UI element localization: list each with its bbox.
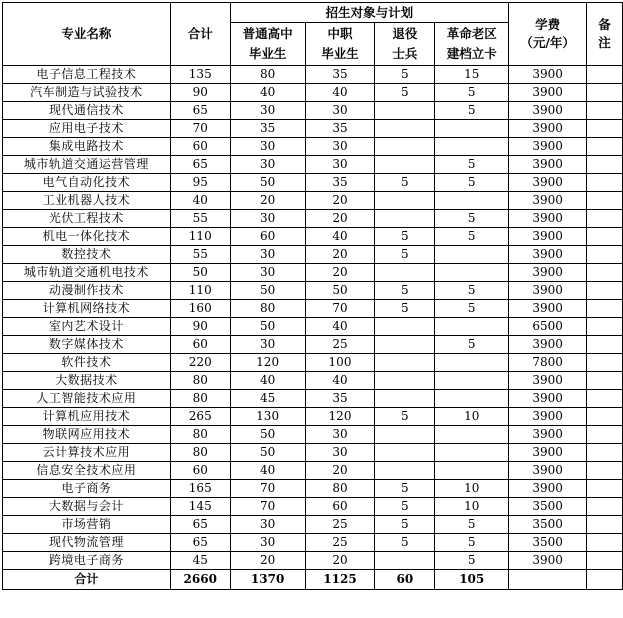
cell-major-name: 大数据技术 [3, 372, 171, 390]
cell-high-school: 50 [230, 426, 305, 444]
cell-vocational: 30 [305, 426, 375, 444]
cell-old-revolutionary: 5 [435, 84, 509, 102]
cell-old-revolutionary [435, 462, 509, 480]
cell-fee: 3900 [509, 210, 587, 228]
cell-veterans [375, 102, 435, 120]
cell-veterans [375, 390, 435, 408]
cell-major-name: 大数据与会计 [3, 498, 171, 516]
table-row [3, 102, 623, 120]
cell-remark [587, 426, 623, 444]
cell-remark [587, 102, 623, 120]
cell-high-school: 30 [230, 102, 305, 120]
cell-remark [587, 462, 623, 480]
cell-high-school: 50 [230, 318, 305, 336]
cell-high-school: 40 [230, 84, 305, 102]
total-cell-fee [509, 570, 587, 590]
total-cell-old-revolutionary: 105 [435, 570, 509, 590]
cell-old-revolutionary [435, 192, 509, 210]
cell-old-revolutionary: 5 [435, 552, 509, 570]
cell-veterans [375, 192, 435, 210]
cell-major-name: 电气自动化技术 [3, 174, 171, 192]
cell-total: 70 [170, 120, 230, 138]
cell-high-school: 30 [230, 210, 305, 228]
cell-remark [587, 534, 623, 552]
cell-remark [587, 210, 623, 228]
cell-vocational: 25 [305, 516, 375, 534]
header-vocational-line2: 毕业生 [321, 46, 359, 61]
cell-total: 145 [170, 498, 230, 516]
cell-fee: 3900 [509, 282, 587, 300]
header-high-school-line1: 普通高中 [242, 26, 293, 41]
cell-remark [587, 480, 623, 498]
cell-high-school: 20 [230, 192, 305, 210]
total-cell-remark [587, 570, 623, 590]
cell-old-revolutionary [435, 444, 509, 462]
cell-vocational: 35 [305, 120, 375, 138]
cell-major-name: 计算机网络技术 [3, 300, 171, 318]
cell-total: 65 [170, 534, 230, 552]
table-row [3, 498, 623, 516]
header-old-revolutionary-line2: 建档立卡 [446, 46, 497, 61]
cell-veterans: 5 [375, 516, 435, 534]
total-row [3, 570, 623, 590]
cell-veterans: 5 [375, 408, 435, 426]
cell-major-name: 电子商务 [3, 480, 171, 498]
table-body [3, 66, 623, 590]
cell-remark [587, 552, 623, 570]
cell-remark [587, 300, 623, 318]
table-row [3, 264, 623, 282]
table-row [3, 192, 623, 210]
cell-old-revolutionary: 5 [435, 156, 509, 174]
cell-vocational: 40 [305, 84, 375, 102]
cell-fee: 3500 [509, 516, 587, 534]
cell-total: 135 [170, 66, 230, 84]
cell-old-revolutionary: 10 [435, 408, 509, 426]
table-row [3, 84, 623, 102]
cell-old-revolutionary [435, 318, 509, 336]
cell-remark [587, 228, 623, 246]
table-row [3, 516, 623, 534]
cell-major-name: 现代物流管理 [3, 534, 171, 552]
cell-fee: 3900 [509, 228, 587, 246]
enrollment-plan-table-container [2, 2, 623, 590]
header-fee-line1: 学费 [535, 17, 561, 32]
cell-fee: 3900 [509, 66, 587, 84]
cell-fee: 3900 [509, 426, 587, 444]
header-veterans-line1: 退役 [392, 26, 418, 41]
cell-remark [587, 156, 623, 174]
cell-vocational: 25 [305, 534, 375, 552]
cell-major-name: 人工智能技术应用 [3, 390, 171, 408]
cell-total: 90 [170, 84, 230, 102]
cell-total: 60 [170, 462, 230, 480]
cell-remark [587, 354, 623, 372]
cell-veterans [375, 552, 435, 570]
cell-remark [587, 174, 623, 192]
cell-total: 60 [170, 138, 230, 156]
cell-high-school: 80 [230, 300, 305, 318]
cell-fee: 3900 [509, 390, 587, 408]
cell-fee: 3900 [509, 462, 587, 480]
table-row [3, 156, 623, 174]
cell-high-school: 70 [230, 498, 305, 516]
cell-remark [587, 84, 623, 102]
cell-vocational: 25 [305, 336, 375, 354]
cell-total: 160 [170, 300, 230, 318]
cell-fee: 3900 [509, 552, 587, 570]
table-row [3, 246, 623, 264]
cell-old-revolutionary: 5 [435, 102, 509, 120]
cell-veterans [375, 444, 435, 462]
cell-major-name: 市场营销 [3, 516, 171, 534]
cell-old-revolutionary: 5 [435, 534, 509, 552]
cell-major-name: 数字媒体技术 [3, 336, 171, 354]
cell-vocational: 35 [305, 66, 375, 84]
cell-total: 80 [170, 444, 230, 462]
table-row [3, 138, 623, 156]
cell-high-school: 50 [230, 282, 305, 300]
cell-remark [587, 264, 623, 282]
cell-fee: 3900 [509, 192, 587, 210]
table-row [3, 210, 623, 228]
header-plan-group: 招生对象与计划 [230, 3, 508, 23]
cell-high-school: 50 [230, 444, 305, 462]
cell-veterans: 5 [375, 480, 435, 498]
cell-major-name: 电子信息工程技术 [3, 66, 171, 84]
cell-veterans [375, 372, 435, 390]
cell-remark [587, 318, 623, 336]
cell-vocational: 20 [305, 192, 375, 210]
cell-remark [587, 336, 623, 354]
header-high-school-line2: 毕业生 [248, 46, 287, 61]
cell-vocational: 20 [305, 462, 375, 480]
cell-remark [587, 390, 623, 408]
cell-fee: 3900 [509, 174, 587, 192]
cell-total: 110 [170, 228, 230, 246]
cell-high-school: 70 [230, 480, 305, 498]
cell-high-school: 20 [230, 552, 305, 570]
table-row [3, 174, 623, 192]
cell-veterans [375, 210, 435, 228]
table-row [3, 354, 623, 372]
table-row [3, 336, 623, 354]
cell-major-name: 现代通信技术 [3, 102, 171, 120]
header-total: 合计 [170, 3, 230, 66]
cell-high-school: 30 [230, 246, 305, 264]
cell-fee: 3500 [509, 498, 587, 516]
cell-high-school: 80 [230, 66, 305, 84]
cell-veterans [375, 462, 435, 480]
cell-old-revolutionary: 5 [435, 300, 509, 318]
cell-total: 65 [170, 102, 230, 120]
header-old-revolutionary [435, 23, 509, 66]
cell-vocational: 30 [305, 444, 375, 462]
table-row [3, 426, 623, 444]
cell-high-school: 30 [230, 534, 305, 552]
cell-high-school: 30 [230, 336, 305, 354]
cell-old-revolutionary [435, 390, 509, 408]
cell-major-name: 光伏工程技术 [3, 210, 171, 228]
cell-vocational: 35 [305, 174, 375, 192]
header-old-revolutionary-line1: 革命老区 [446, 26, 497, 41]
cell-high-school: 45 [230, 390, 305, 408]
table-row [3, 372, 623, 390]
table-row [3, 480, 623, 498]
cell-veterans [375, 138, 435, 156]
total-cell-high-school: 1370 [230, 570, 305, 590]
cell-fee: 3900 [509, 120, 587, 138]
cell-fee: 3900 [509, 372, 587, 390]
cell-fee: 3900 [509, 102, 587, 120]
cell-major-name: 机电一体化技术 [3, 228, 171, 246]
cell-major-name: 室内艺术设计 [3, 318, 171, 336]
cell-fee: 3900 [509, 156, 587, 174]
cell-total: 80 [170, 390, 230, 408]
header-fee-line2: （元/年） [520, 35, 575, 50]
header-vocational-line1: 中职 [327, 26, 353, 41]
cell-remark [587, 282, 623, 300]
cell-vocational: 20 [305, 246, 375, 264]
cell-major-name: 云计算技术应用 [3, 444, 171, 462]
cell-remark [587, 192, 623, 210]
cell-old-revolutionary: 5 [435, 210, 509, 228]
cell-total: 45 [170, 552, 230, 570]
table-row [3, 552, 623, 570]
cell-high-school: 40 [230, 462, 305, 480]
cell-fee: 3900 [509, 246, 587, 264]
cell-fee: 3900 [509, 480, 587, 498]
cell-major-name: 工业机器人技术 [3, 192, 171, 210]
table-row [3, 444, 623, 462]
cell-old-revolutionary: 5 [435, 228, 509, 246]
header-remark [587, 3, 623, 66]
cell-vocational: 120 [305, 408, 375, 426]
cell-vocational: 20 [305, 552, 375, 570]
cell-vocational: 70 [305, 300, 375, 318]
cell-fee: 7800 [509, 354, 587, 372]
cell-veterans [375, 120, 435, 138]
cell-high-school: 30 [230, 138, 305, 156]
cell-old-revolutionary [435, 264, 509, 282]
cell-vocational: 30 [305, 156, 375, 174]
table-row [3, 228, 623, 246]
cell-old-revolutionary [435, 372, 509, 390]
cell-high-school: 30 [230, 156, 305, 174]
cell-remark [587, 444, 623, 462]
cell-major-name: 应用电子技术 [3, 120, 171, 138]
table-row [3, 318, 623, 336]
cell-total: 55 [170, 246, 230, 264]
enrollment-plan-table [2, 2, 623, 590]
cell-remark [587, 372, 623, 390]
cell-total: 165 [170, 480, 230, 498]
cell-old-revolutionary [435, 354, 509, 372]
cell-total: 95 [170, 174, 230, 192]
cell-total: 265 [170, 408, 230, 426]
cell-old-revolutionary: 5 [435, 174, 509, 192]
table-row [3, 282, 623, 300]
cell-high-school: 30 [230, 516, 305, 534]
cell-veterans [375, 336, 435, 354]
cell-fee: 6500 [509, 318, 587, 336]
cell-vocational: 80 [305, 480, 375, 498]
cell-remark [587, 120, 623, 138]
cell-vocational: 40 [305, 228, 375, 246]
cell-total: 110 [170, 282, 230, 300]
cell-remark [587, 408, 623, 426]
cell-vocational: 35 [305, 390, 375, 408]
cell-old-revolutionary: 5 [435, 336, 509, 354]
cell-old-revolutionary [435, 138, 509, 156]
cell-fee: 3900 [509, 264, 587, 282]
cell-vocational: 60 [305, 498, 375, 516]
cell-major-name: 信息安全技术应用 [3, 462, 171, 480]
cell-major-name: 跨境电子商务 [3, 552, 171, 570]
cell-fee: 3900 [509, 336, 587, 354]
cell-high-school: 50 [230, 174, 305, 192]
cell-old-revolutionary: 5 [435, 516, 509, 534]
header-fee [509, 3, 587, 66]
cell-vocational: 30 [305, 138, 375, 156]
cell-veterans [375, 354, 435, 372]
cell-veterans [375, 264, 435, 282]
cell-total: 65 [170, 516, 230, 534]
cell-veterans: 5 [375, 66, 435, 84]
cell-veterans: 5 [375, 282, 435, 300]
total-cell-major-name: 合计 [3, 570, 171, 590]
cell-major-name: 物联网应用技术 [3, 426, 171, 444]
cell-veterans [375, 318, 435, 336]
table-row [3, 300, 623, 318]
header-remark-line2: 注 [598, 35, 611, 50]
cell-high-school: 130 [230, 408, 305, 426]
cell-major-name: 城市轨道交通机电技术 [3, 264, 171, 282]
cell-old-revolutionary: 10 [435, 480, 509, 498]
table-row [3, 462, 623, 480]
cell-major-name: 汽车制造与试验技术 [3, 84, 171, 102]
cell-major-name: 计算机应用技术 [3, 408, 171, 426]
cell-veterans: 5 [375, 300, 435, 318]
table-row [3, 120, 623, 138]
cell-remark [587, 246, 623, 264]
cell-high-school: 40 [230, 372, 305, 390]
cell-old-revolutionary [435, 426, 509, 444]
header-veterans [375, 23, 435, 66]
cell-total: 40 [170, 192, 230, 210]
total-cell-vocational: 1125 [305, 570, 375, 590]
cell-veterans: 5 [375, 174, 435, 192]
cell-veterans [375, 426, 435, 444]
cell-veterans: 5 [375, 534, 435, 552]
cell-fee: 3900 [509, 300, 587, 318]
cell-old-revolutionary [435, 120, 509, 138]
cell-veterans [375, 156, 435, 174]
cell-old-revolutionary: 15 [435, 66, 509, 84]
cell-vocational: 20 [305, 264, 375, 282]
cell-vocational: 40 [305, 372, 375, 390]
cell-veterans: 5 [375, 84, 435, 102]
cell-remark [587, 498, 623, 516]
header-vocational [305, 23, 375, 66]
cell-total: 80 [170, 372, 230, 390]
cell-veterans: 5 [375, 228, 435, 246]
header-remark-line1: 备 [598, 17, 611, 32]
cell-vocational: 40 [305, 318, 375, 336]
cell-remark [587, 516, 623, 534]
cell-vocational: 50 [305, 282, 375, 300]
cell-remark [587, 66, 623, 84]
table-row [3, 66, 623, 84]
cell-total: 60 [170, 336, 230, 354]
cell-high-school: 60 [230, 228, 305, 246]
cell-major-name: 城市轨道交通运营管理 [3, 156, 171, 174]
table-row [3, 534, 623, 552]
cell-old-revolutionary: 10 [435, 498, 509, 516]
header-veterans-line2: 士兵 [392, 46, 418, 61]
cell-total: 50 [170, 264, 230, 282]
cell-total: 55 [170, 210, 230, 228]
cell-vocational: 20 [305, 210, 375, 228]
cell-remark [587, 138, 623, 156]
cell-fee: 3900 [509, 84, 587, 102]
table-row [3, 390, 623, 408]
cell-fee: 3900 [509, 138, 587, 156]
cell-total: 90 [170, 318, 230, 336]
cell-vocational: 100 [305, 354, 375, 372]
cell-fee: 3500 [509, 534, 587, 552]
header-high-school [230, 23, 305, 66]
cell-major-name: 数控技术 [3, 246, 171, 264]
cell-high-school: 35 [230, 120, 305, 138]
cell-high-school: 30 [230, 264, 305, 282]
cell-total: 80 [170, 426, 230, 444]
total-cell-veterans: 60 [375, 570, 435, 590]
cell-old-revolutionary [435, 246, 509, 264]
cell-total: 65 [170, 156, 230, 174]
cell-old-revolutionary: 5 [435, 282, 509, 300]
cell-fee: 3900 [509, 444, 587, 462]
cell-major-name: 动漫制作技术 [3, 282, 171, 300]
cell-total: 220 [170, 354, 230, 372]
cell-vocational: 30 [305, 102, 375, 120]
table-row [3, 408, 623, 426]
cell-fee: 3900 [509, 408, 587, 426]
header-row-top [3, 3, 623, 23]
header-major: 专业名称 [3, 3, 171, 66]
cell-high-school: 120 [230, 354, 305, 372]
total-cell-total: 2660 [170, 570, 230, 590]
cell-veterans: 5 [375, 246, 435, 264]
cell-major-name: 集成电路技术 [3, 138, 171, 156]
cell-veterans: 5 [375, 498, 435, 516]
cell-major-name: 软件技术 [3, 354, 171, 372]
